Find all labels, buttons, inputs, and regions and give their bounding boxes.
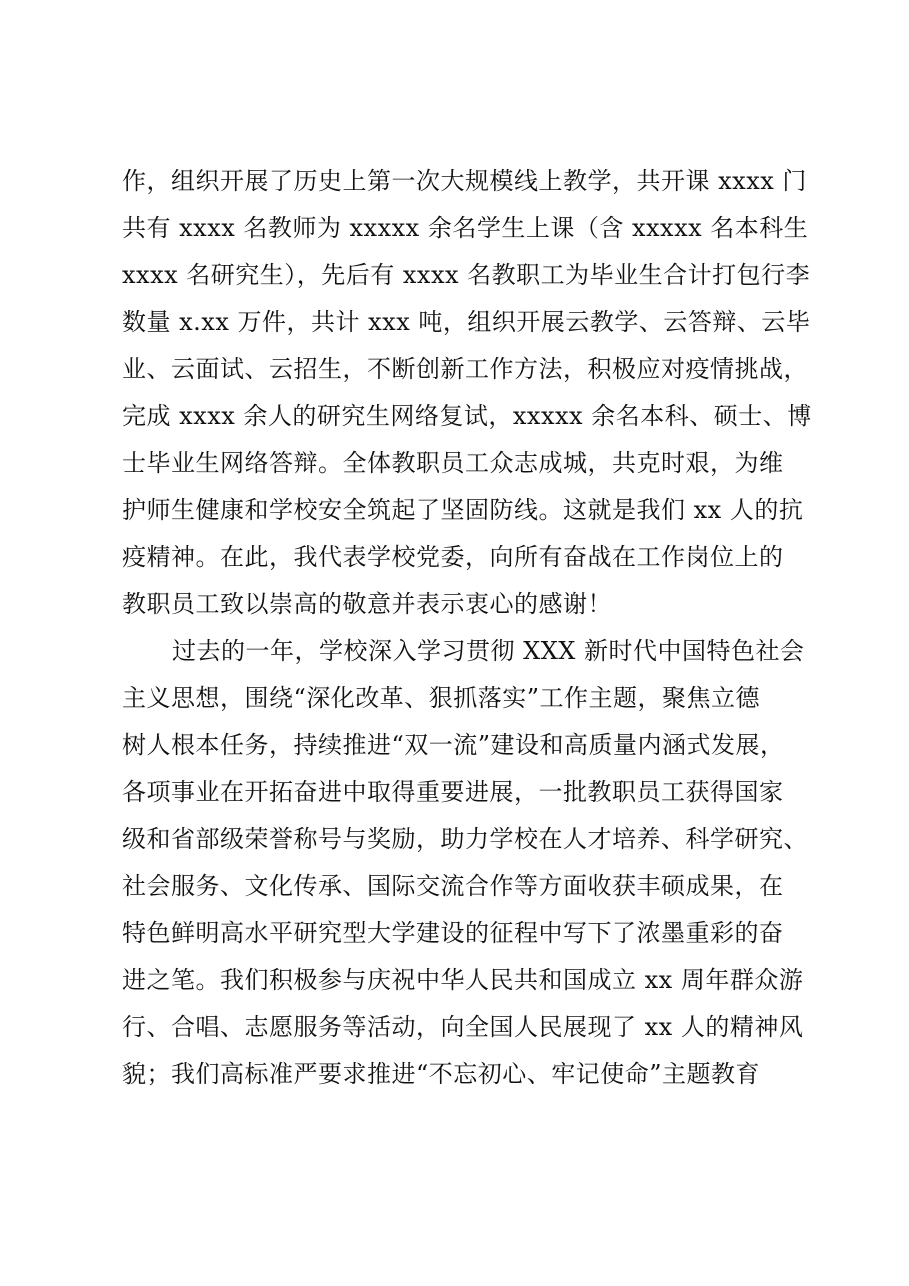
- text-line: 数量 x.xx 万件，共计 xxx 吨，组织开展云教学、云答辩、云毕: [122, 308, 811, 336]
- text-line: 社会服务、文化传承、国际交流合作等方面收获丰硕成果，在: [122, 872, 784, 900]
- text-line: 各项事业在开拓奋进中取得重要进展，一批教职员工获得国家: [122, 778, 784, 806]
- document-body: [122, 158, 812, 1098]
- text-line: 行、合唱、志愿服务等活动，向全国人民展现了 xx 人的精神风: [122, 1013, 804, 1041]
- text-line: 完成 xxxx 余人的研究生网络复试，xxxxx 余名本科、硕士、博: [122, 402, 812, 430]
- text-line: 护师生健康和学校安全筑起了坚固防线。这就是我们 xx 人的抗: [122, 496, 804, 524]
- text-line: 级和省部级荣誉称号与奖励，助力学校在人才培养、科学研究、: [122, 825, 808, 853]
- paragraph-start-line: 过去的一年，学校深入学习贯彻 XXX 新时代中国特色社会: [172, 637, 805, 665]
- text-line: 特色鲜明高水平研究型大学建设的征程中写下了浓墨重彩的奋: [122, 919, 784, 947]
- text-line: 疫精神。在此，我代表学校党委，向所有奋战在工作岗位上的: [122, 543, 784, 571]
- text-line: 业、云面试、云招生，不断创新工作方法，积极应对疫情挑战，: [122, 355, 808, 383]
- text-line: xxxx 名研究生），先后有 xxxx 名教职工为毕业生合计打包行李: [122, 261, 811, 289]
- text-line: 作，组织开展了历史上第一次大规模线上教学，共开课 xxxx 门: [122, 167, 807, 195]
- text-line: 进之笔。我们积极参与庆祝中华人民共和国成立 xx 周年群众游: [122, 966, 804, 994]
- text-line: 貌；我们高标准严要求推进“不忘初心、牢记使命”主题教育: [122, 1060, 761, 1088]
- text-line: 树人根本任务，持续推进“双一流”建设和高质量内涵式发展，: [122, 731, 785, 759]
- text-line: 共有 xxxx 名教师为 xxxxx 余名学生上课（含 xxxxx 名本科生: [122, 214, 809, 242]
- text-line: 主义思想，围绕“深化改革、狠抓落实”工作主题，聚焦立德: [122, 684, 761, 712]
- text-line: 教职员工致以崇高的敬意并表示衷心的感谢！: [122, 590, 612, 618]
- text-line: 士毕业生网络答辩。全体教职员工众志成城，共克时艰，为维: [122, 449, 784, 477]
